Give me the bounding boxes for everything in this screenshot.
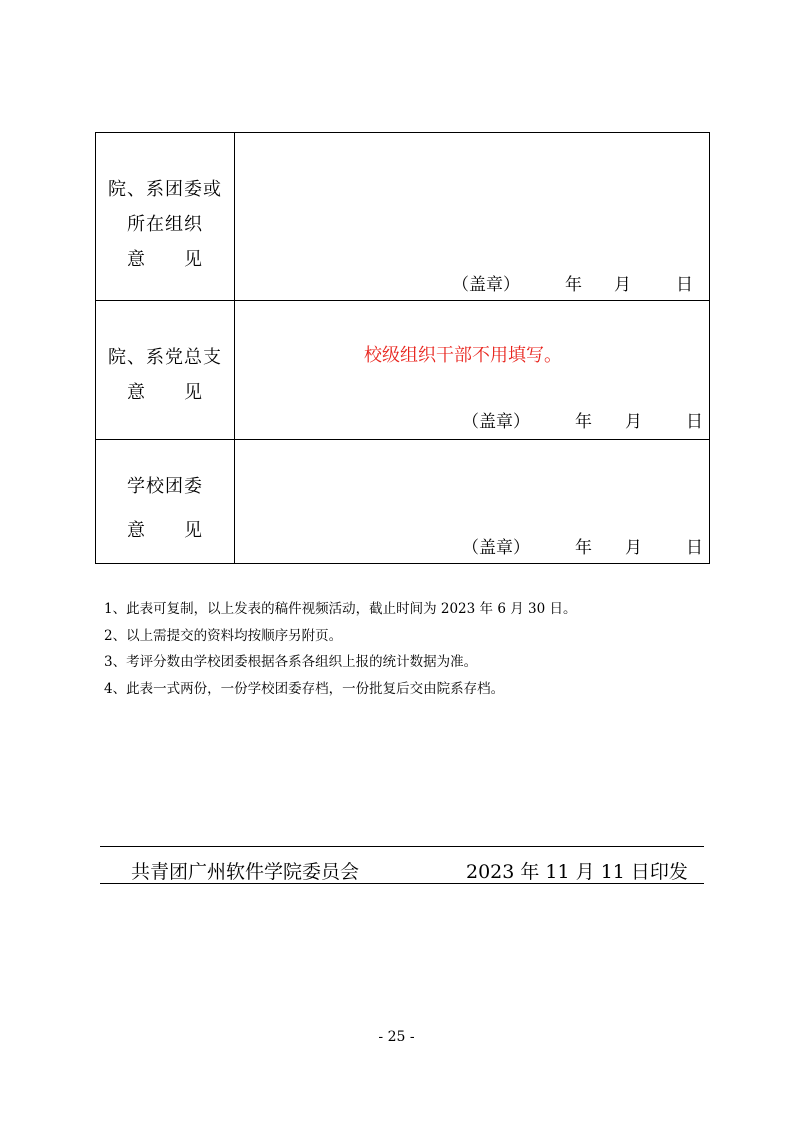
- table-row-party-branch: [96, 301, 710, 440]
- footer-date: 2023 年 11 月 11 日印发: [466, 861, 688, 883]
- day-label: 日: [686, 412, 703, 432]
- table-row-school-league: [96, 440, 710, 564]
- label-cell-department-league: [96, 133, 235, 301]
- label-cell-party-branch: [96, 301, 235, 440]
- seal-label: （盖章）: [452, 275, 520, 295]
- row-label-line: 所在组织: [127, 214, 203, 235]
- month-label: 月: [625, 538, 642, 558]
- footer-org: 共青团广州软件学院委员会: [131, 861, 360, 883]
- month-label: 月: [614, 275, 631, 295]
- note-item: 2、以上需提交的资料均按顺序另附页。: [104, 627, 343, 644]
- row-label-line: 意 见: [127, 249, 203, 270]
- row-label-line: 学校团委: [127, 476, 203, 497]
- note-item: 3、考评分数由学校团委根据各系各组织上报的统计数据为准。: [104, 654, 478, 670]
- month-label: 月: [625, 412, 642, 432]
- row-label-line: 意 见: [127, 382, 203, 403]
- note-item: 1、此表可复制，以上发表的稿件视频活动，截止时间为 2023 年 6 月 30 日。: [104, 601, 577, 617]
- notes-list: [104, 596, 576, 702]
- year-label: 年: [575, 538, 592, 558]
- footer-bottom-rule: [100, 883, 704, 884]
- note-item: 4、此表一式两份，一份学校团委存档，一份批复后交由院系存档。: [104, 680, 505, 697]
- row-label-line: 院、系团委或: [108, 179, 222, 200]
- red-note: 校级组织干部不用填写。: [364, 345, 562, 366]
- opinion-field[interactable]: [235, 133, 710, 301]
- seal-label: （盖章）: [462, 538, 530, 558]
- opinion-field[interactable]: [235, 301, 710, 440]
- row-label-line: 意 见: [127, 520, 203, 541]
- table-row-department-league: [96, 133, 710, 301]
- year-label: 年: [565, 275, 582, 295]
- opinion-table: [95, 132, 710, 564]
- label-cell-school-league: [96, 440, 235, 564]
- day-label: 日: [676, 275, 693, 295]
- day-label: 日: [686, 538, 703, 558]
- seal-label: （盖章）: [462, 412, 530, 432]
- row-label-line: 院、系党总支: [108, 347, 222, 368]
- footer-top-rule: [100, 846, 704, 847]
- opinion-field[interactable]: [235, 440, 710, 564]
- year-label: 年: [575, 412, 592, 432]
- page-number: - 25 -: [378, 1029, 415, 1045]
